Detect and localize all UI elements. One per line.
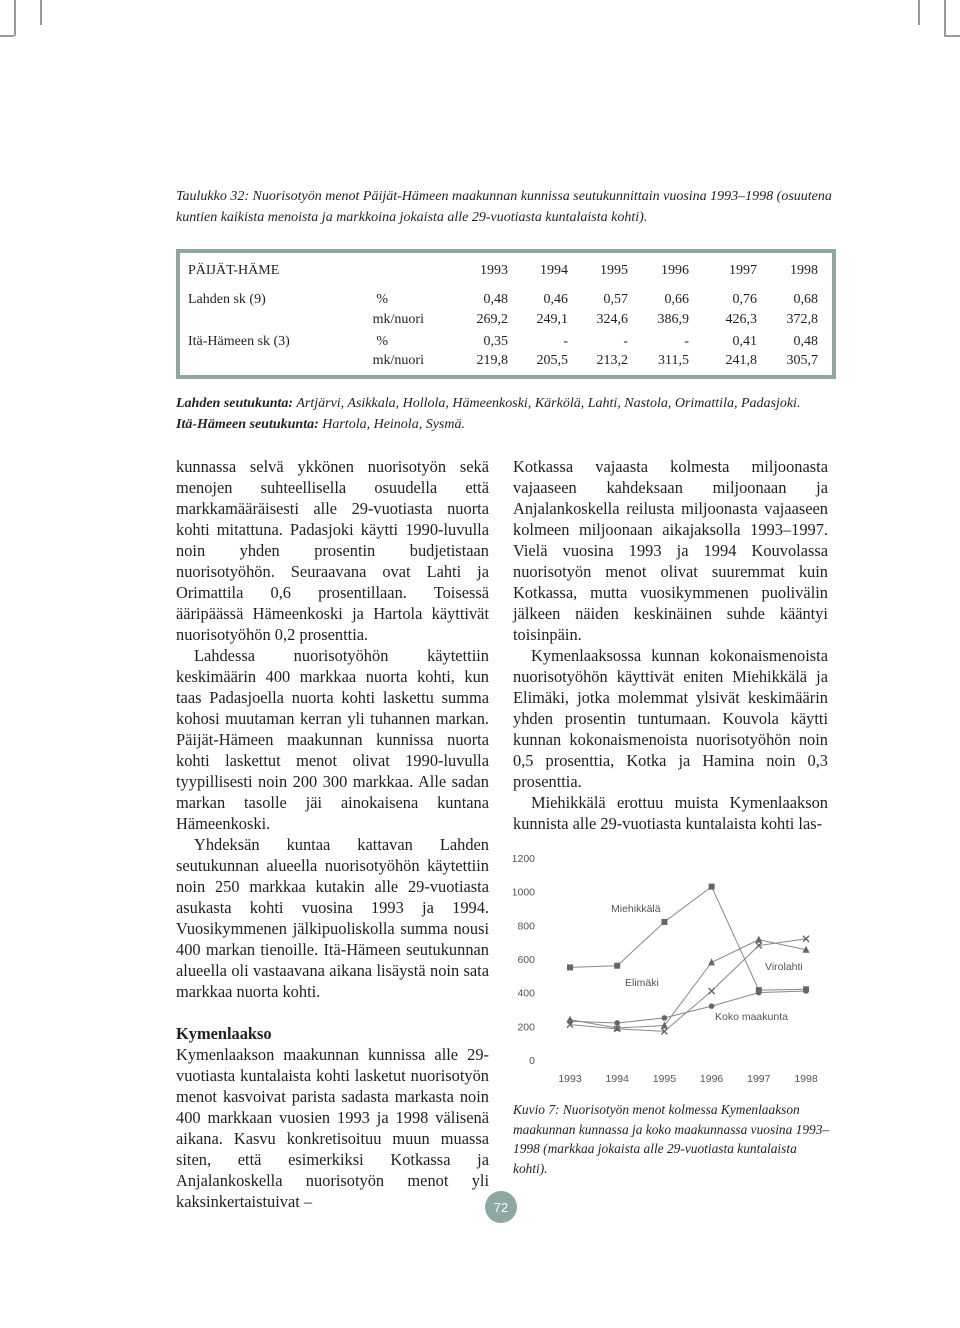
table-cell: 386,9	[657, 312, 689, 327]
series-label: Virolahti	[765, 961, 803, 973]
row-label: Lahden sk (9)	[188, 292, 266, 307]
data-point	[614, 963, 620, 969]
note-label: Lahden seutukunta:	[176, 396, 294, 411]
data-table	[176, 249, 836, 379]
unit-label: mk/nuori	[372, 353, 424, 368]
unit-label: mk/nuori	[372, 312, 424, 327]
crop-mark	[40, 0, 42, 25]
data-point	[708, 958, 715, 965]
page-number: 72	[485, 1191, 517, 1223]
table-cell: 0,66	[664, 292, 689, 307]
table-caption: Taulukko 32: Nuorisotyön menot Päijät-Hämeen maakunnan kunnissa seutukunnittain vuosina 1993–1998 (osuutena kuntien kaikista menoista ja markkoina jokaista alle 29-vuotiasta kuntalaista kohti).	[176, 189, 832, 225]
paragraph: Kymenlaaksossa kunnan kokonaismenoista nuorisotyöhön käyttivät eniten Miehikkälä ja Elimäki, jotka molemmat ylsivät keskimäärin yhden prosentin tuntumaan. Kouvola käytti kunnan kokonaismenoista nuorisotyöhön noin 0,5 prosenttia, Kotka ja Hamina noin 0,3 prosenttia.	[513, 646, 828, 791]
table-cell: 426,3	[725, 312, 757, 327]
y-tick-label: 600	[517, 954, 535, 966]
x-tick-label: 1998	[794, 1073, 818, 1085]
table-cell: 0,48	[483, 292, 508, 307]
y-tick-label: 1200	[513, 853, 535, 865]
table-cell: 0,35	[483, 334, 508, 349]
paragraph: Miehikkälä erottuu muista Kymenlaakson kunnista alle 29-vuotiasta kuntalaista kohti las-	[513, 793, 828, 833]
year-header: 1996	[661, 263, 689, 278]
table-cell: 0,76	[732, 292, 757, 307]
figure-caption: Kuvio 7: Nuorisotyön menot kolmessa Kymenlaakson maakunnan kunnassa ja koko maakunnassa vuosina 1993–1998 (markkaa jokaista alle 29-vuotiasta kuntalaista kohti).	[513, 1102, 830, 1176]
note-text: Hartola, Heinola, Sysmä.	[318, 417, 465, 432]
table-cell: 311,5	[658, 353, 689, 368]
crop-mark	[0, 35, 14, 37]
table-cell: 324,6	[596, 312, 628, 327]
table-cell: 0,48	[793, 334, 818, 349]
paragraph: Kotkassa vajaasta kolmesta miljoonasta vajaaseen kahdeksaan miljoonaan ja Anjalankoskella reilusta miljoonasta vajaaseen kolmeen miljoonaan aikajaksolla 1993–1997. Vielä vuosina 1993 ja 1994 Kouvolassa nuorisotyön menot olivat suuremmat kuin Kotkassa, mutta vuosikymmenen puolivälin jälkeen näiden keskinäinen suhde kääntyi toisinpäin.	[513, 457, 828, 644]
y-tick-label: 1000	[513, 886, 535, 899]
table-cell: 0,41	[732, 334, 757, 349]
data-point	[803, 988, 809, 994]
table-cell: 219,8	[476, 353, 508, 368]
year-header: 1997	[729, 263, 757, 278]
table-cell: 241,8	[725, 353, 757, 368]
table-cell: -	[623, 334, 628, 349]
data-point	[661, 919, 667, 925]
note-text: Artjärvi, Asikkala, Hollola, Hämeenkoski, Kärkölä, Lahti, Nastola, Orimattila, Padasjoki.	[293, 396, 801, 411]
table-cell: 269,2	[476, 312, 508, 327]
table-cell: -	[563, 334, 568, 349]
table-cell: -	[684, 334, 689, 349]
note-label: Itä-Hämeen seutukunta:	[176, 417, 319, 432]
unit-label: %	[376, 292, 388, 307]
data-point	[567, 1018, 573, 1024]
section-heading: Kymenlaakso	[176, 1024, 272, 1043]
year-header: 1995	[600, 263, 628, 278]
data-point	[755, 936, 762, 943]
table-cell: 0,68	[793, 292, 818, 307]
x-tick-label: 1993	[558, 1073, 582, 1085]
table-cell: 305,7	[786, 353, 818, 368]
data-point	[709, 884, 715, 890]
data-point	[662, 1015, 668, 1021]
data-point	[709, 1003, 715, 1009]
year-header: 1998	[790, 263, 818, 278]
data-point	[614, 1020, 620, 1026]
x-tick-label: 1995	[652, 1073, 677, 1085]
table-cell: 0,46	[543, 292, 568, 307]
line-chart	[513, 846, 833, 1092]
note-lahti	[176, 393, 876, 414]
crop-mark	[918, 0, 920, 25]
table-cell: 213,2	[596, 353, 628, 368]
data-point	[567, 964, 573, 970]
x-tick-label: 1994	[605, 1073, 629, 1085]
series-label: Koko maakunta	[715, 1011, 788, 1023]
y-tick-label: 200	[517, 1021, 535, 1034]
crop-mark	[14, 0, 16, 36]
series-label: Miehikkälä	[611, 903, 661, 915]
table-cell: 205,5	[536, 353, 568, 368]
series-label: Elimäki	[625, 977, 659, 989]
note-ita-hame	[176, 414, 876, 435]
chart-svg	[513, 846, 833, 1092]
table-cell: 372,8	[786, 312, 818, 327]
paragraph: Lahdessa nuorisotyöhön käytettiin keskimäärin 400 markkaa nuorta kohti, kun taas Padasjoella nuorta kohti laskettu summa kohosi muutaman kerran yli tuhannen markan. Päijät-Hämeen maakunnan kunnissa nuorta kohti laskettut menot olivat 1990-luvulla tyypillisesti noin 200 300 markkaa. Alle sadan markan tasolle jäi ainokaisena kuntana Hämeenkoski.	[176, 646, 489, 833]
crop-mark	[944, 0, 946, 36]
y-tick-label: 0	[529, 1055, 535, 1067]
table-cell: 0,57	[603, 292, 628, 307]
table-cell: 249,1	[536, 312, 568, 327]
crop-mark	[944, 35, 960, 37]
series-line	[570, 887, 806, 991]
x-tick-label: 1996	[699, 1073, 724, 1085]
x-tick-label: 1997	[747, 1073, 771, 1085]
y-tick-label: 800	[517, 920, 535, 933]
table-region-header: PÄIJÄT-HÄME	[188, 263, 280, 278]
table-notes	[176, 393, 876, 435]
left-column	[176, 456, 489, 1212]
paragraph: kunnassa selvä ykkönen nuorisotyön sekä menojen suhteellisella osuudella että markkamääräisesti alle 29-vuotiasta nuorta kohti mitattuna. Padasjoki käytti 1990-luvulla noin yhden prosentin budjetistaan nuorisotyöhön. Seuraavana ovat Lahti ja Orimattila 0,6 prosentillaan. Toisessä ääripäässä Hämeenkoski ja Hartola käyttivät nuorisotyöhön 0,2 prosenttia.	[176, 457, 489, 644]
year-header: 1994	[540, 263, 568, 278]
data-point	[756, 990, 762, 996]
paragraph: Yhdeksän kuntaa kattavan Lahden seutukunnan alueella nuorisotyöhön käytettiin noin 250 markkaa kutakin alle 29-vuotiasta asukasta kohti vuosina 1993 ja 1994. Vuosikymmenen jälkipuoliskolla summa nousi 400 markan tienoille. Itä-Hämeen seutukunnan alueella oli vastaavana aikana lisäystä noin sata markkaa nuorta kohti.	[176, 835, 489, 1001]
data-point	[709, 988, 715, 994]
unit-label: %	[376, 334, 388, 349]
year-header: 1993	[480, 263, 508, 278]
y-tick-label: 400	[517, 987, 535, 1000]
paragraph: Kymenlaakson maakunnan kunnissa alle 29-vuotiasta kuntalaista kohti lasketut nuorisotyön menot kasvoivat parista sadasta markasta noin 400 markkaan vuosien 1993 ja 1998 välisenä aikana. Kasvu konkretisoituu muun muassa siten, että esimerkiksi Kotkassa ja Anjalankoskella nuorisotyön menot yli kaksinkertaistuivat –	[176, 1045, 489, 1211]
row-label: Itä-Hämeen sk (3)	[188, 334, 290, 349]
right-column	[513, 456, 828, 834]
